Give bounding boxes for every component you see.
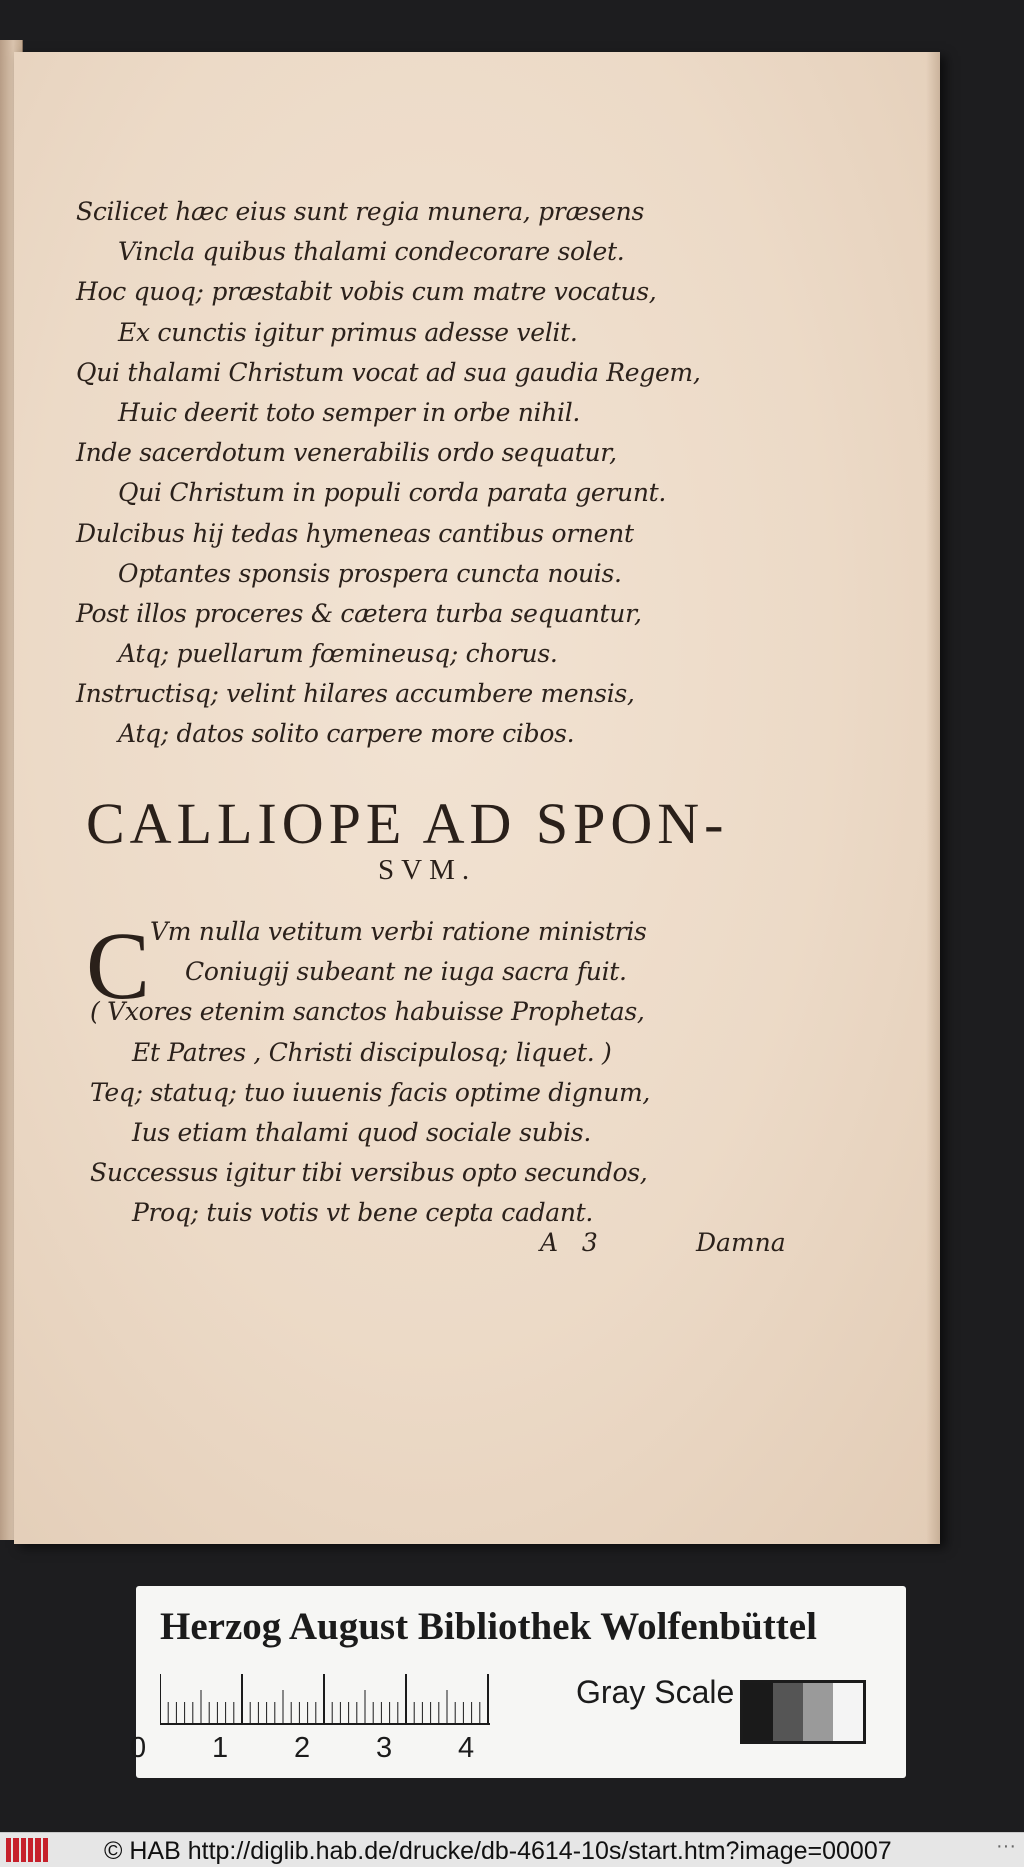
- footer-bar: [0, 1832, 1024, 1867]
- poem-line: Qui Christum in populi corda parata gerunt.: [118, 478, 667, 508]
- poem-line: Successus igitur tibi versibus opto secundos,: [90, 1158, 648, 1188]
- poem-line: Huic deerit toto semper in orbe nihil.: [118, 397, 581, 427]
- poem-line: Ius etiam thalami quod sociale subis.: [132, 1117, 591, 1147]
- poem-line: Ex cunctis igitur primus adesse velit.: [118, 317, 578, 347]
- section-heading-cont: SVM.: [378, 854, 477, 886]
- swatch-light-gray: [803, 1683, 833, 1741]
- color-reference-card: [130, 1586, 906, 1778]
- gray-scale-swatches: [740, 1680, 866, 1744]
- swatch-black: [743, 1683, 773, 1741]
- scale-number: 2: [294, 1732, 311, 1764]
- poem-line: Instructisq; velint hilares accumbere mensis,: [76, 679, 635, 709]
- poem-line: Post illos proceres & cætera turba sequantur,: [76, 598, 642, 628]
- book-page: [14, 52, 940, 1544]
- gray-scale-label: Gray Scale: [576, 1674, 735, 1710]
- poem-line: Hoc quoq; præstabit vobis cum matre vocatus,: [76, 277, 657, 307]
- catchword: Damna: [696, 1228, 786, 1257]
- section-heading: CALLIOPE AD SPON-: [86, 791, 729, 856]
- drop-capital: C: [86, 912, 151, 1019]
- swatch-white: [833, 1683, 863, 1741]
- library-name: Herzog August Bibliothek Wolfenbüttel: [160, 1605, 817, 1648]
- signature-mark: A 3: [540, 1228, 598, 1257]
- hab-logo-icon: [6, 1838, 48, 1862]
- poem-line: Coniugij subeant ne iuga sacra fuit.: [185, 957, 627, 987]
- poem-text-2: [90, 912, 810, 1234]
- poem-line: Vincla quibus thalami condecorare solet.: [118, 237, 625, 267]
- scale-number: 0: [130, 1732, 147, 1764]
- poem-line: Vm nulla vetitum verbi ratione ministris: [150, 917, 647, 946]
- poem-line: Proq; tuis votis vt bene cepta cadant.: [132, 1198, 594, 1228]
- poem-line: Scilicet hæc eius sunt regia munera, præsens: [76, 197, 645, 226]
- poem-text: [76, 192, 796, 755]
- poem-line: Optantes sponsis prospera cuncta nouis.: [118, 558, 622, 588]
- poem-line: Inde sacerdotum venerabilis ordo sequatur,: [76, 438, 617, 468]
- poem-line: Et Patres , Christi discipulosq; liquet. ): [132, 1037, 612, 1067]
- poem-line: Dulcibus hij tedas hymeneas cantibus ornent: [76, 518, 634, 548]
- scale-number: 3: [376, 1732, 393, 1764]
- poem-line: Atq; datos solito carpere more cibos.: [118, 719, 575, 749]
- poem-line: ( Vxores etenim sanctos habuisse Prophetas,: [90, 997, 645, 1027]
- poem-line: Atq; puellarum fœmineusq; chorus.: [118, 639, 558, 669]
- ruler-scale: [160, 1666, 580, 1726]
- poem-line: Teq; statuq; tuo iuuenis facis optime dignum,: [90, 1077, 651, 1107]
- poem-line: Qui thalami Christum vocat ad sua gaudia Regem,: [76, 357, 701, 387]
- scale-number: 1: [212, 1732, 229, 1764]
- swatch-dark-gray: [773, 1683, 803, 1741]
- scale-number: 4: [458, 1732, 475, 1764]
- more-icon[interactable]: ···: [996, 1835, 1016, 1857]
- footer-url[interactable]: © HAB http://diglib.hab.de/drucke/db-4614-10s/start.htm?image=00007: [104, 1837, 892, 1865]
